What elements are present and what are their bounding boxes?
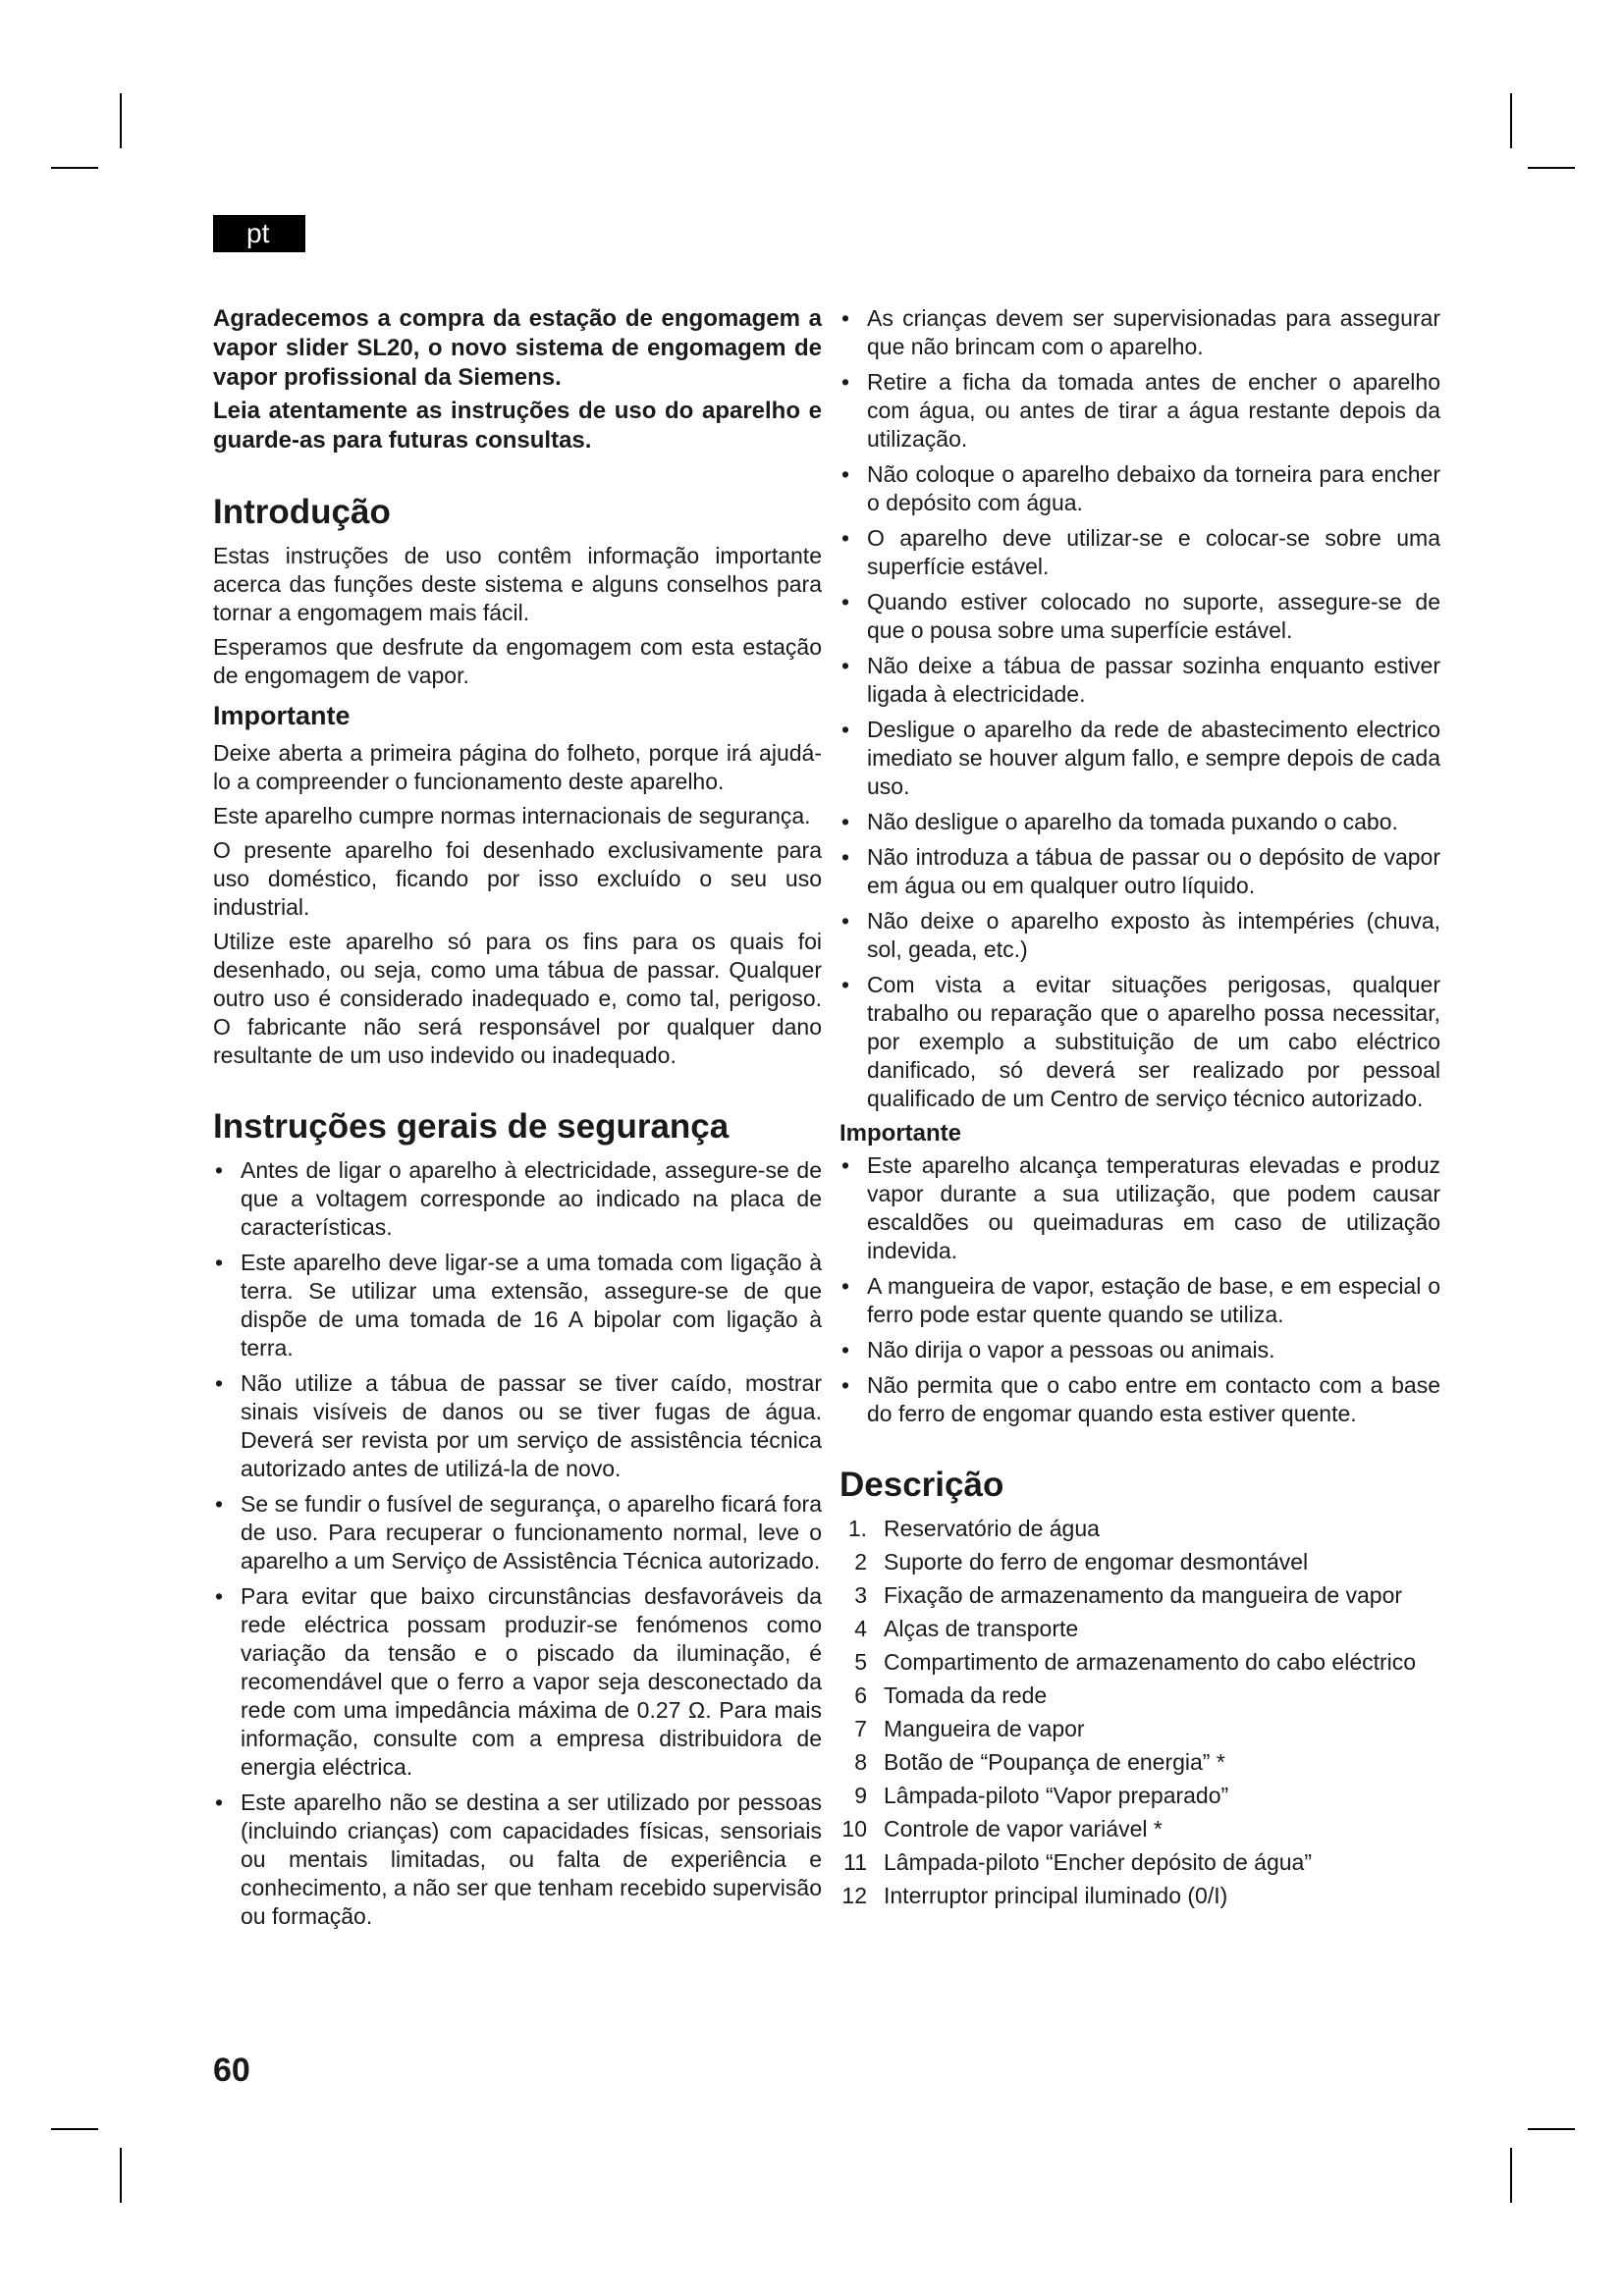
heading-importante-2: Importante: [839, 1120, 962, 1147]
list-item: • Retire a ficha da tomada antes de encher o aparelho com água, ou antes de tirar a água restante depois da utilização.: [841, 369, 1440, 452]
list-item: • O aparelho deve utilizar-se e colocar-se sobre uma superfície estável.: [841, 525, 1440, 579]
list-item: • Não coloque o aparelho debaixo da torneira para encher o depósito com água.: [841, 461, 1440, 515]
list-item: • Não introduza a tábua de passar ou o depósito de vapor em água ou em qualquer outro líquido.: [841, 844, 1440, 898]
list-item: • A mangueira de vapor, estação de base, e em especial o ferro pode estar quente quando se utiliza.: [841, 1273, 1440, 1327]
list-item: • Não desligue o aparelho da tomada puxando o cabo.: [841, 809, 1398, 834]
crop-mark: [51, 2128, 98, 2130]
list-item: 2 Suporte do ferro de engomar desmontável: [854, 1549, 1309, 1575]
left-column: [213, 304, 822, 1938]
importante-paragraph: Utilize este aparelho só para os fins para os quais foi desenhado, ou seja, como uma tábua de passar. Qualquer outro uso é considerado inadequado e, como tal, perigoso. O fabricante não será responsável por qualquer dano resultante de um uso indevido ou inadequado.: [213, 929, 822, 1068]
page-number: 60: [213, 2052, 250, 2089]
intro-read-instructions: Leia atentamente as instruções de uso do aparelho e guarde-as para futuras consultas.: [213, 398, 822, 454]
list-item: • Este aparelho não se destina a ser utilizado por pessoas (incluindo crianças) com capacidades físicas, sensoriais ou mentais limitadas, ou falta de experiência e conhecimento, a não ser que tenham recebido supervisão ou formação.: [215, 1789, 822, 1929]
heading-descricao: Descrição: [839, 1466, 1004, 1504]
description-list: [839, 1515, 1440, 1910]
introducao-paragraph: Estas instruções de uso contêm informação importante acerca das funções deste sistema e alguns conselhos para tornar a engomagem mais fácil.: [213, 543, 822, 625]
heading-seguranca: Instruções gerais de segurança: [213, 1107, 730, 1146]
list-item: 10 Controle de vapor variável *: [841, 1816, 1163, 1842]
list-item: • Este aparelho alcança temperaturas elevadas e produz vapor durante a sua utilização, que podem causar escaldões ou queimaduras em caso de utilização indevida.: [841, 1152, 1440, 1263]
list-item: • Este aparelho deve ligar-se a uma tomada com ligação à terra. Se utilizar uma extensão, assegure-se de que dispõe de uma tomada de 16 A bipolar com ligação à terra.: [215, 1250, 822, 1361]
crop-mark: [1528, 167, 1575, 169]
intro-thanks: Agradecemos a compra da estação de engomagem a vapor slider SL20, o novo sistema de engomagem de vapor profissional da Siemens.: [213, 305, 822, 391]
list-item: 1. Reservatório de água: [847, 1516, 1100, 1541]
list-item: 9 Lâmpada-piloto “Vapor preparado”: [854, 1783, 1229, 1808]
crop-mark: [120, 93, 122, 148]
heading-importante: Importante: [213, 701, 351, 730]
crop-mark: [1528, 2128, 1575, 2130]
list-item: • Antes de ligar o aparelho à electricidade, assegure-se de que a voltagem corresponde ao indicado na placa de características.: [215, 1157, 822, 1240]
list-item: • Não deixe a tábua de passar sozinha enquanto estiver ligada à electricidade.: [841, 653, 1440, 707]
list-item: 6 Tomada da rede: [854, 1682, 1048, 1708]
list-item: • Quando estiver colocado no suporte, assegure-se de que o pousa sobre uma superfície estável.: [841, 589, 1440, 643]
list-item: • Para evitar que baixo circunstâncias desfavoráveis da rede eléctrica possam produzir-se fenómenos como variação da tensão e o piscado da iluminação, é recomendável que o ferro a vapor seja desconectado da rede com uma impedância máxima de 0.27 Ω. Para mais informação, consulte com a empresa distribuidora de energia eléctrica.: [215, 1583, 822, 1780]
list-item: • Não deixe o aparelho exposto às intempéries (chuva, sol, geada, etc.): [841, 908, 1440, 962]
list-item: • Não dirija o vapor a pessoas ou animais.: [841, 1337, 1275, 1362]
list-item: • Não permita que o cabo entre em contacto com a base do ferro de engomar quando esta estiver quente.: [841, 1372, 1440, 1426]
importante-paragraph: Este aparelho cumpre normas internacionais de segurança.: [213, 803, 811, 828]
list-item: • Desligue o aparelho da rede de abastecimento electrico imediato se houver algum fallo, e sempre depois de cada uso.: [841, 717, 1440, 799]
crop-mark: [1510, 2148, 1512, 2203]
list-item: 12 Interruptor principal iluminado (0/I): [841, 1883, 1228, 1908]
list-item: • Se se fundir o fusível de segurança, o aparelho ficará fora de uso. Para recuperar o funcionamento normal, leve o aparelho a um Serviço de Assistência Técnica autorizado.: [215, 1491, 822, 1574]
heading-introducao: Introdução: [213, 493, 391, 531]
list-item: • As crianças devem ser supervisionadas para assegurar que não brincam com o aparelho.: [841, 305, 1440, 359]
list-item: 5 Compartimento de armazenamento do cabo eléctrico: [854, 1649, 1417, 1675]
introducao-paragraph: Esperamos que desfrute da engomagem com esta estação de engomagem de vapor.: [213, 634, 822, 688]
list-item: • Não utilize a tábua de passar se tiver caído, mostrar sinais visíveis de danos ou se tiver fugas de água. Deverá ser revista por um serviço de assistência técnica autorizado antes de utilizá-la de novo.: [215, 1370, 822, 1481]
language-tab: pt: [213, 215, 305, 252]
crop-mark: [51, 167, 98, 169]
safety-list: [213, 1156, 822, 1931]
list-item: 11 Lâmpada-piloto “Encher depósito de água”: [843, 1849, 1313, 1875]
safety-list-continued: [839, 304, 1440, 1113]
list-item: 3 Fixação de armazenamento da mangueira de vapor: [854, 1582, 1403, 1608]
crop-mark: [1510, 93, 1512, 148]
crop-mark: [120, 2148, 122, 2203]
importante-paragraph: Deixe aberta a primeira página do folheto, porque irá ajudá-lo a compreender o funcionamento deste aparelho.: [213, 740, 822, 794]
list-item: 7 Mangueira de vapor: [854, 1716, 1085, 1741]
list-item: 8 Botão de “Poupança de energia” *: [854, 1749, 1225, 1775]
importante-list: [839, 1151, 1440, 1428]
right-column: [839, 304, 1440, 1915]
list-item: • Com vista a evitar situações perigosas, qualquer trabalho ou reparação que o aparelho possa necessitar, por exemplo a substituição de um cabo eléctrico danificado, só deverá ser realizado por pessoal qualificado de um Centro de serviço técnico autorizado.: [841, 972, 1440, 1111]
list-item: 4 Alças de transporte: [854, 1616, 1079, 1641]
importante-paragraph: O presente aparelho foi desenhado exclusivamente para uso doméstico, ficando por isso excluído o seu uso industrial.: [213, 837, 822, 920]
